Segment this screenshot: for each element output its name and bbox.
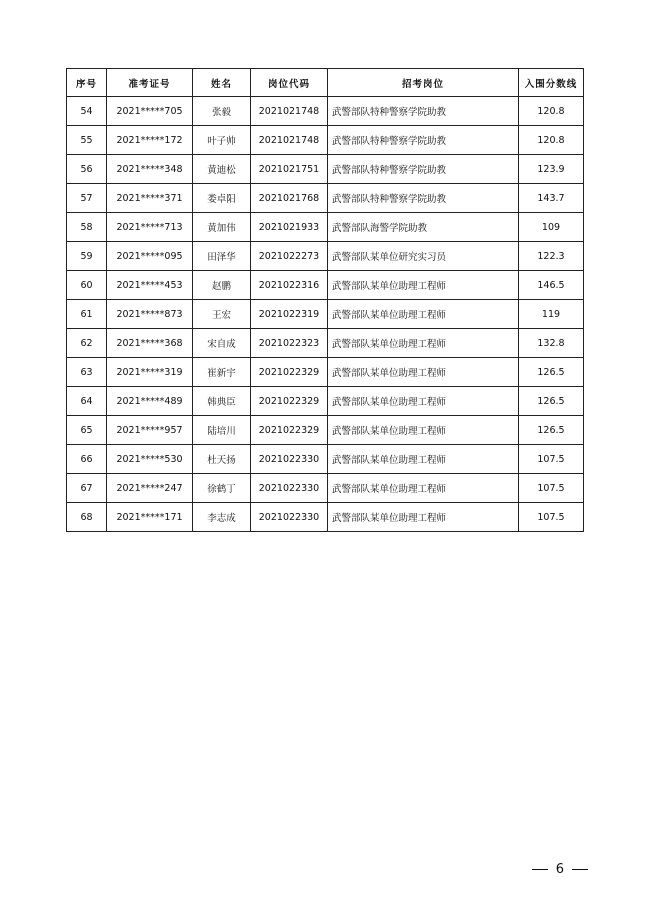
right-dash xyxy=(572,869,588,870)
post-cell: 武警部队某单位研究实习员 xyxy=(328,242,519,271)
post-cell: 武警部队某单位助理工程师 xyxy=(328,416,519,445)
post-code-cell: 2021022319 xyxy=(251,300,328,329)
table-row xyxy=(67,271,584,300)
score-cell: 120.8 xyxy=(519,97,584,126)
exam-id-cell: 2021*****348 xyxy=(107,155,193,184)
name-cell: 徐鹤丁 xyxy=(193,474,251,503)
exam-id-cell: 2021*****713 xyxy=(107,213,193,242)
name-cell: 杜天扬 xyxy=(193,445,251,474)
post-cell: 武警部队某单位助理工程师 xyxy=(328,300,519,329)
table-row xyxy=(67,474,584,503)
post-code-cell: 2021021751 xyxy=(251,155,328,184)
name-cell: 黄迪松 xyxy=(193,155,251,184)
table-row xyxy=(67,445,584,474)
seq-cell: 68 xyxy=(67,503,107,532)
exam-id-header: 准考证号 xyxy=(107,69,193,97)
score-cell: 109 xyxy=(519,213,584,242)
seq-cell: 63 xyxy=(67,358,107,387)
exam-id-cell: 2021*****368 xyxy=(107,329,193,358)
name-cell: 张毅 xyxy=(193,97,251,126)
table-row xyxy=(67,242,584,271)
table-row xyxy=(67,358,584,387)
post-header: 招考岗位 xyxy=(328,69,519,97)
exam-id-cell: 2021*****171 xyxy=(107,503,193,532)
score-cell: 120.8 xyxy=(519,126,584,155)
seq-cell: 54 xyxy=(67,97,107,126)
post-code-cell: 2021022316 xyxy=(251,271,328,300)
seq-cell: 60 xyxy=(67,271,107,300)
seq-cell: 65 xyxy=(67,416,107,445)
score-cell: 107.5 xyxy=(519,445,584,474)
table-row xyxy=(67,155,584,184)
seq-cell: 56 xyxy=(67,155,107,184)
post-code-cell: 2021021748 xyxy=(251,97,328,126)
name-cell: 宋自成 xyxy=(193,329,251,358)
name-cell: 叶子帅 xyxy=(193,126,251,155)
exam-id-cell: 2021*****453 xyxy=(107,271,193,300)
name-cell: 娄卓阳 xyxy=(193,184,251,213)
score-cell: 126.5 xyxy=(519,358,584,387)
seq-cell: 61 xyxy=(67,300,107,329)
post-code-cell: 2021021748 xyxy=(251,126,328,155)
seq-cell: 64 xyxy=(67,387,107,416)
table-row xyxy=(67,184,584,213)
seq-cell: 67 xyxy=(67,474,107,503)
name-header: 姓名 xyxy=(193,69,251,97)
name-cell: 王宏 xyxy=(193,300,251,329)
post-code-header: 岗位代码 xyxy=(251,69,328,97)
score-cell: 126.5 xyxy=(519,387,584,416)
name-cell: 陆培川 xyxy=(193,416,251,445)
name-cell: 崔新宇 xyxy=(193,358,251,387)
name-cell: 李志成 xyxy=(193,503,251,532)
post-cell: 武警部队特种警察学院助教 xyxy=(328,184,519,213)
name-cell: 韩典臣 xyxy=(193,387,251,416)
exam-id-cell: 2021*****489 xyxy=(107,387,193,416)
post-cell: 武警部队特种警察学院助教 xyxy=(328,126,519,155)
seq-cell: 66 xyxy=(67,445,107,474)
post-code-cell: 2021022330 xyxy=(251,445,328,474)
seq-cell: 57 xyxy=(67,184,107,213)
table-body xyxy=(67,97,584,532)
post-cell: 武警部队某单位助理工程师 xyxy=(328,445,519,474)
score-cell: 122.3 xyxy=(519,242,584,271)
exam-id-cell: 2021*****319 xyxy=(107,358,193,387)
page-number-text: 6 xyxy=(555,862,564,877)
table-row xyxy=(67,97,584,126)
seq-cell: 55 xyxy=(67,126,107,155)
exam-id-cell: 2021*****247 xyxy=(107,474,193,503)
seq-header: 序号 xyxy=(67,69,107,97)
score-cell: 123.9 xyxy=(519,155,584,184)
post-cell: 武警部队特种警察学院助教 xyxy=(328,97,519,126)
table-row xyxy=(67,387,584,416)
table-row xyxy=(67,126,584,155)
name-cell: 田泽华 xyxy=(193,242,251,271)
name-cell: 赵鹏 xyxy=(193,271,251,300)
post-code-cell: 2021021768 xyxy=(251,184,328,213)
post-code-cell: 2021022329 xyxy=(251,416,328,445)
page-number xyxy=(532,862,588,877)
table-row xyxy=(67,503,584,532)
left-dash xyxy=(532,869,548,870)
score-cell: 132.8 xyxy=(519,329,584,358)
exam-id-cell: 2021*****371 xyxy=(107,184,193,213)
score-cell: 119 xyxy=(519,300,584,329)
post-cell: 武警部队某单位助理工程师 xyxy=(328,271,519,300)
score-cell: 107.5 xyxy=(519,503,584,532)
post-cell: 武警部队某单位助理工程师 xyxy=(328,474,519,503)
exam-id-cell: 2021*****530 xyxy=(107,445,193,474)
post-code-cell: 2021022330 xyxy=(251,503,328,532)
table-row xyxy=(67,300,584,329)
post-cell: 武警部队特种警察学院助教 xyxy=(328,155,519,184)
table-row xyxy=(67,213,584,242)
post-code-cell: 2021022329 xyxy=(251,358,328,387)
table-row xyxy=(67,416,584,445)
post-cell: 武警部队某单位助理工程师 xyxy=(328,329,519,358)
post-code-cell: 2021022323 xyxy=(251,329,328,358)
score-cell: 146.5 xyxy=(519,271,584,300)
post-cell: 武警部队某单位助理工程师 xyxy=(328,387,519,416)
exam-id-cell: 2021*****957 xyxy=(107,416,193,445)
post-code-cell: 2021022273 xyxy=(251,242,328,271)
exam-id-cell: 2021*****705 xyxy=(107,97,193,126)
post-code-cell: 2021022330 xyxy=(251,474,328,503)
score-cell: 107.5 xyxy=(519,474,584,503)
seq-cell: 59 xyxy=(67,242,107,271)
score-cell: 126.5 xyxy=(519,416,584,445)
score-header: 入围分数线 xyxy=(519,69,584,97)
candidate-table xyxy=(66,68,584,532)
post-code-cell: 2021022329 xyxy=(251,387,328,416)
seq-cell: 58 xyxy=(67,213,107,242)
table-row xyxy=(67,329,584,358)
exam-id-cell: 2021*****873 xyxy=(107,300,193,329)
post-cell: 武警部队某单位助理工程师 xyxy=(328,503,519,532)
post-cell: 武警部队海警学院助教 xyxy=(328,213,519,242)
seq-cell: 62 xyxy=(67,329,107,358)
name-cell: 黄加伟 xyxy=(193,213,251,242)
header-row xyxy=(67,69,584,97)
post-cell: 武警部队某单位助理工程师 xyxy=(328,358,519,387)
exam-id-cell: 2021*****095 xyxy=(107,242,193,271)
table-header xyxy=(67,69,584,97)
post-code-cell: 2021021933 xyxy=(251,213,328,242)
exam-id-cell: 2021*****172 xyxy=(107,126,193,155)
score-cell: 143.7 xyxy=(519,184,584,213)
